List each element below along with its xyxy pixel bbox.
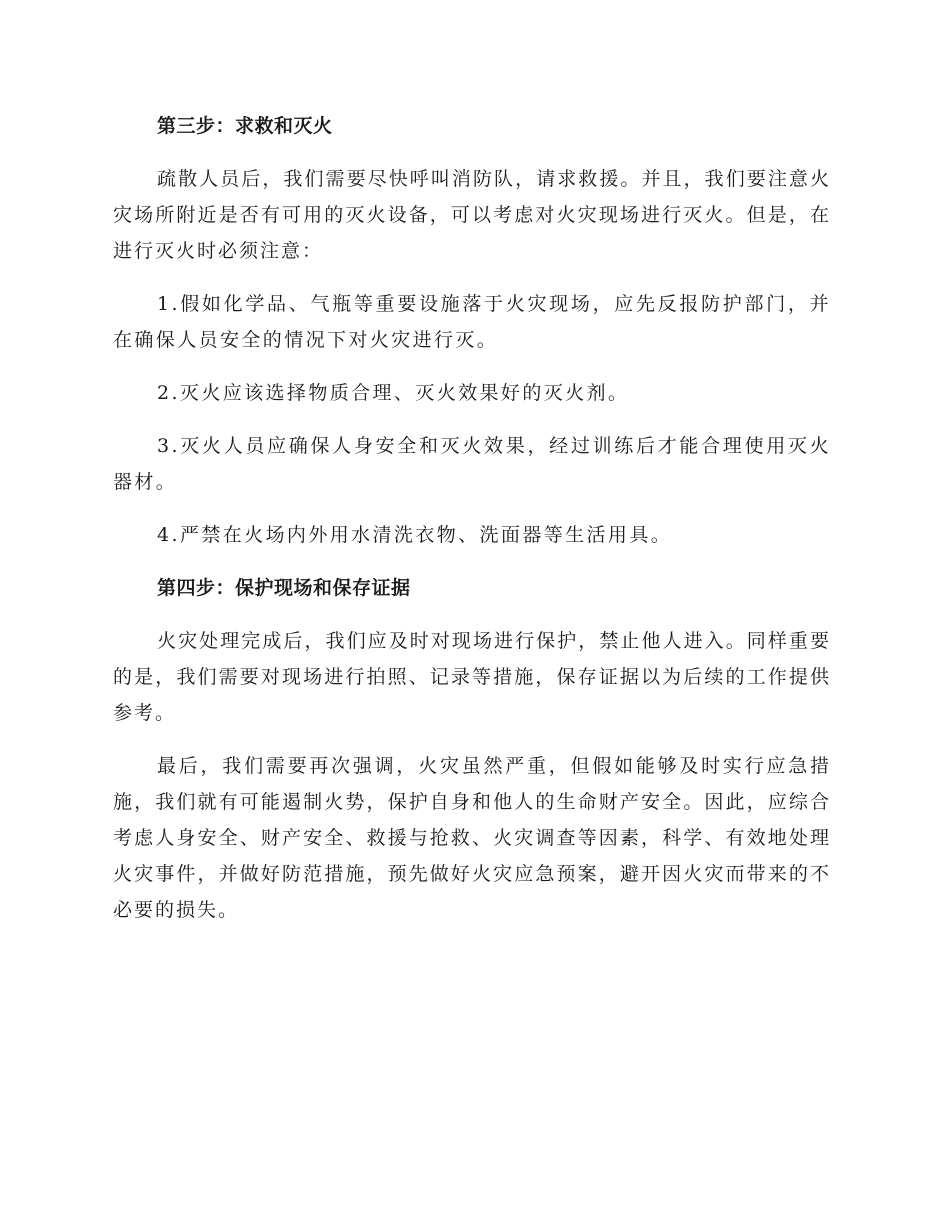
conclusion-paragraph: 最后，我们需要再次强调，火灾虽然严重，但假如能够及时实行应急措施，我们就有可能遏制火势，保护自身和他人的生命财产安全。因此，应综合考虑人身安全、财产安全、救援与抢救、火灾调查等因素，科学、有效地处理火灾事件，并做好防范措施，预先做好火灾应急预案，避开因火灾而带来的不必要的损失。 bbox=[113, 755, 831, 921]
step4-heading: 第四步：保护现场和保存证据 bbox=[157, 577, 411, 599]
document-content bbox=[113, 108, 831, 945]
step3-item-4: 4.严禁在火场内外用水清洗衣物、洗面器等生活用具。 bbox=[157, 524, 673, 546]
step4-body-paragraph: 火灾处理完成后，我们应及时对现场进行保护，禁止他人进入。同样重要的是，我们需要对现场进行拍照、记录等措施，保存证据以为后续的工作提供参考。 bbox=[113, 630, 831, 724]
step3-heading: 第三步：求救和灭火 bbox=[157, 115, 333, 137]
step3-item-1: 1.假如化学品、气瓶等重要设施落于火灾现场，应先反报防护部门，并在确保人员安全的情况下对火灾进行灭。 bbox=[113, 293, 831, 351]
step3-item-3: 3.灭火人员应确保人身安全和灭火效果，经过训练后才能合理使用灭火器材。 bbox=[113, 435, 831, 493]
step3-item-2: 2.灭火应该选择物质合理、灭火效果好的灭火剂。 bbox=[157, 382, 630, 404]
step3-intro-paragraph: 疏散人员后，我们需要尽快呼叫消防队，请求救援。并且，我们要注意火灾场所附近是否有可用的灭火设备，可以考虑对火灾现场进行灭火。但是，在进行灭火时必须注意： bbox=[113, 168, 831, 262]
